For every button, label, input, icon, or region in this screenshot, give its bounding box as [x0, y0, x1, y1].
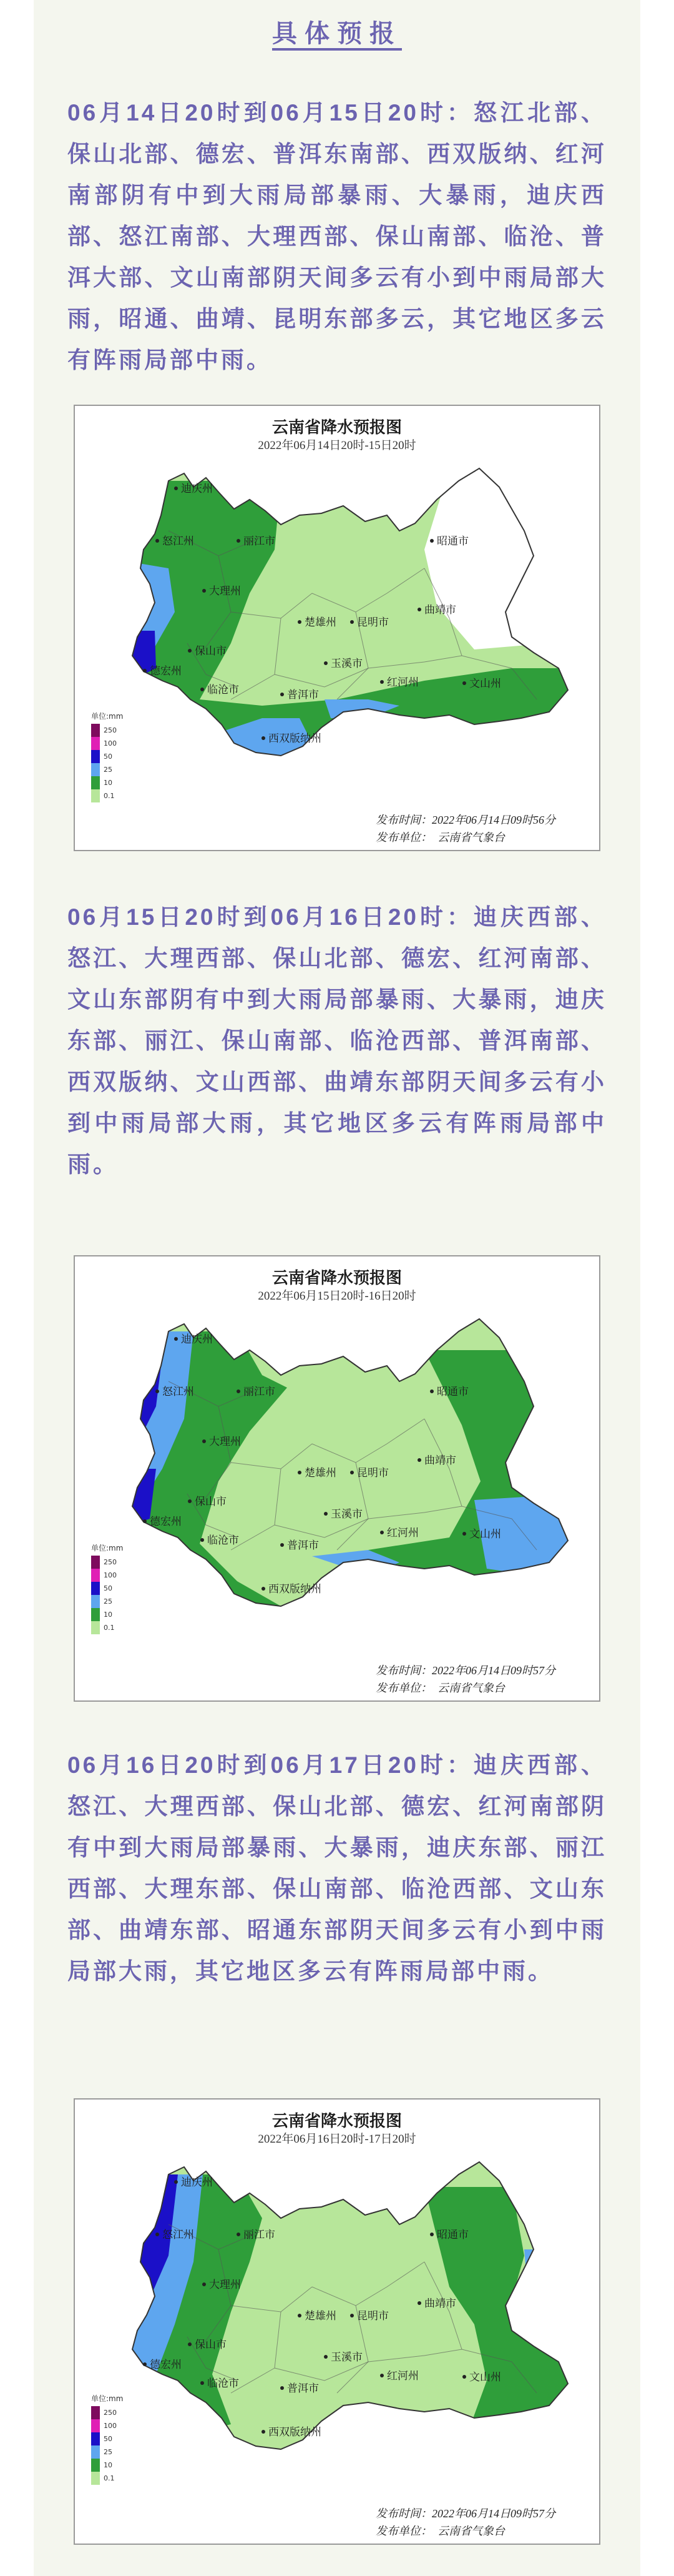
legend-swatch [91, 1595, 100, 1608]
city-marker [380, 1531, 384, 1534]
precip-map-2[interactable] [74, 1255, 600, 1702]
city-marker [462, 1532, 466, 1536]
city-marker [188, 2342, 192, 2346]
city-label: 红河州 [387, 2370, 419, 2382]
issue-time: 发布时间：2022年06月14日09时57分 [376, 1664, 555, 1677]
city-marker [280, 693, 284, 696]
city-label: 怒江州 [162, 535, 194, 548]
forecast-text-3: 06月16日20时到06月17日20时：迪庆西部、怒江、大理西部、保山北部、德宏、红河南部阴有中到大雨局部暴雨、大暴雨，迪庆东部、丽江西部、大理东部、保山南部、临沧西部、文山东部、曲靖东部、昭通东部阴天间多云有小到中雨局部大雨，其它地区多云有阵雨局部中雨。 [67, 1752, 607, 1984]
city-label: 迪庆州 [181, 483, 213, 495]
legend-value: 0.1 [104, 2474, 115, 2482]
section-title: 具体预报 [272, 20, 402, 47]
city-label: 红河州 [387, 1527, 419, 1539]
zone-extreme [142, 1363, 155, 1375]
legend-row [91, 1621, 129, 1634]
map-title: 云南省降水预报图 [271, 1269, 402, 1288]
city-label: 西双版纳州 [268, 1583, 321, 1596]
city-marker [350, 2314, 354, 2317]
city-label: 迪庆州 [181, 2176, 213, 2189]
city-marker [430, 2233, 434, 2236]
city-label: 大理州 [209, 1436, 241, 1448]
city-label: 昭通市 [437, 2229, 469, 2241]
zone-heavy-zhaotong [524, 2249, 549, 2287]
legend-row [91, 1595, 129, 1608]
city-label: 德宏州 [150, 665, 182, 678]
city-label: 曲靖市 [424, 1454, 456, 1467]
city-label: 普洱市 [287, 2382, 319, 2395]
city-marker [188, 1499, 192, 1503]
city-marker [298, 1471, 301, 1474]
city-marker [350, 1471, 354, 1474]
forecast-text-1: 06月14日20时到06月15日20时：怒江北部、保山北部、德宏、普洱东南部、西双版纳、红河南部阴有中到大雨局部暴雨、大暴雨，迪庆西部、怒江南部、大理西部、保山南部、临沧、普洱大部、文山南部阴天间多云有小到中雨局部大雨，昭通、曲靖、昆明东部多云，其它地区多云有阵雨局部中雨。 [67, 100, 607, 373]
city-label: 临沧市 [207, 1534, 239, 1547]
city-label: 大理州 [209, 2279, 241, 2291]
legend-swatch [91, 2459, 100, 2472]
city-marker [202, 1439, 206, 1443]
city-label: 德宏州 [150, 2359, 182, 2371]
legend-value: 100 [104, 2422, 117, 2430]
precip-map-3[interactable] [74, 2098, 600, 2545]
map-subtitle: 2022年06月14日20时-15日20时 [258, 439, 416, 452]
issuer: 发布单位： 云南省气象台 [376, 1682, 505, 1694]
legend-swatch [91, 1556, 100, 1569]
legend-value: 250 [104, 1558, 117, 1566]
legend [91, 711, 129, 802]
city-marker [143, 2362, 147, 2366]
legend [91, 2393, 129, 2485]
city-marker [430, 1389, 434, 1393]
city-label: 曲靖市 [424, 604, 456, 616]
legend-value: 25 [104, 2448, 112, 2456]
city-label: 丽江市 [243, 2229, 275, 2241]
issue-time: 发布时间：2022年06月14日09时57分 [376, 2507, 555, 2520]
legend-swatch [91, 776, 100, 789]
city-label: 玉溪市 [331, 2351, 363, 2364]
city-marker [237, 2233, 240, 2236]
city-marker [174, 1337, 178, 1341]
city-marker [280, 1543, 284, 1547]
city-marker [462, 2375, 466, 2379]
city-label: 保山市 [195, 1496, 227, 1508]
city-label: 丽江市 [243, 1386, 275, 1398]
city-marker [324, 661, 328, 665]
issue-time: 发布时间：2022年06月14日09时56分 [376, 814, 555, 826]
city-marker [261, 2430, 265, 2434]
city-label: 德宏州 [150, 1516, 182, 1528]
city-label: 红河州 [387, 676, 419, 689]
legend-row [91, 2406, 129, 2419]
legend-value: 10 [104, 779, 112, 787]
city-label: 玉溪市 [331, 658, 363, 670]
city-marker [298, 2314, 301, 2317]
map-footer [376, 2505, 555, 2540]
city-marker [261, 1587, 265, 1591]
city-marker [298, 620, 301, 624]
city-label: 临沧市 [207, 684, 239, 696]
map-footer [376, 811, 555, 846]
city-marker [237, 539, 240, 543]
legend-swatch [91, 724, 100, 737]
legend-row [91, 2459, 129, 2472]
city-marker [350, 620, 354, 624]
city-label: 临沧市 [207, 2377, 239, 2390]
legend-row [91, 1556, 129, 1569]
city-label: 西双版纳州 [268, 733, 321, 745]
city-label: 保山市 [195, 2339, 227, 2351]
legend-swatch [91, 763, 100, 776]
city-marker [200, 2381, 204, 2385]
city-marker [280, 2386, 284, 2390]
city-label: 楚雄州 [305, 616, 336, 629]
city-label: 文山州 [469, 2371, 501, 2384]
city-marker [418, 608, 421, 611]
city-label: 文山州 [469, 1528, 501, 1541]
city-label: 昆明市 [357, 616, 389, 629]
legend-value: 25 [104, 1597, 112, 1606]
legend-value: 0.1 [104, 1624, 115, 1632]
legend-swatch [91, 2419, 100, 2432]
yunnan-map [75, 1256, 599, 1700]
legend-swatch [91, 750, 100, 763]
city-marker [188, 649, 192, 653]
map-title: 云南省降水预报图 [271, 418, 402, 437]
city-marker [155, 2233, 159, 2236]
legend-row [91, 2472, 129, 2485]
city-label: 怒江州 [162, 2229, 194, 2241]
yunnan-map [75, 2100, 599, 2544]
legend-row [91, 776, 129, 789]
legend-value: 250 [104, 2409, 117, 2417]
zone-extreme [142, 2206, 155, 2218]
precip-map-1[interactable] [74, 405, 600, 851]
legend-value: 50 [104, 753, 112, 761]
city-marker [324, 1512, 328, 1516]
city-marker [418, 1458, 421, 1462]
legend-swatch [91, 1608, 100, 1621]
legend-value: 100 [104, 739, 117, 748]
issuer: 发布单位： 云南省气象台 [376, 2525, 505, 2537]
legend-swatch [91, 1582, 100, 1595]
legend-value: 50 [104, 2435, 112, 2443]
legend-value: 10 [104, 1611, 112, 1619]
city-label: 迪庆州 [181, 1333, 213, 1346]
city-marker [380, 2374, 384, 2377]
city-marker [200, 1538, 204, 1542]
map-footer [376, 1662, 555, 1697]
legend-swatch [91, 1569, 100, 1582]
city-marker [430, 539, 434, 543]
legend-swatch [91, 2472, 100, 2485]
legend-row [91, 763, 129, 776]
legend-row [91, 724, 129, 737]
legend-row [91, 789, 129, 802]
legend-unit: 单位:mm [91, 1544, 124, 1552]
legend-row [91, 1582, 129, 1595]
legend-row [91, 1608, 129, 1621]
city-label: 怒江州 [162, 1386, 194, 1398]
city-marker [155, 1389, 159, 1393]
legend-swatch [91, 789, 100, 802]
map-subtitle: 2022年06月16日20时-17日20时 [258, 2133, 416, 2146]
city-marker [174, 2180, 178, 2184]
city-marker [174, 486, 178, 490]
legend-swatch [91, 2432, 100, 2445]
city-label: 普洱市 [287, 1539, 319, 1552]
legend-row [91, 737, 129, 750]
legend-row [91, 750, 129, 763]
rain-zones [75, 2100, 599, 2544]
yunnan-map [75, 406, 599, 850]
city-label: 昭通市 [437, 535, 469, 548]
city-label: 昭通市 [437, 1386, 469, 1398]
map-title: 云南省降水预报图 [271, 2112, 402, 2131]
city-label: 楚雄州 [305, 2310, 336, 2322]
rain-zones [75, 406, 599, 850]
legend-swatch [91, 1621, 100, 1634]
city-marker [418, 2301, 421, 2305]
city-label: 丽江市 [243, 535, 275, 548]
city-label: 保山市 [195, 645, 227, 658]
rain-zones [75, 1256, 599, 1700]
city-marker [380, 680, 384, 684]
city-marker [143, 669, 147, 673]
city-label: 普洱市 [287, 689, 319, 701]
legend-swatch [91, 2406, 100, 2419]
city-label: 西双版纳州 [268, 2426, 321, 2439]
city-marker [155, 539, 159, 543]
legend-unit: 单位:mm [91, 712, 124, 721]
legend-value: 50 [104, 1584, 112, 1592]
city-label: 昆明市 [357, 2310, 389, 2322]
legend-value: 0.1 [104, 792, 115, 800]
city-marker [237, 1389, 240, 1393]
legend-unit: 单位:mm [91, 2394, 124, 2403]
legend-row [91, 2432, 129, 2445]
legend-row [91, 1569, 129, 1582]
legend-value: 25 [104, 766, 112, 774]
forecast-text-2: 06月15日20时到06月16日20时：迪庆西部、怒江、大理西部、保山北部、德宏、红河南部、文山东部阴有中到大雨局部暴雨、大暴雨，迪庆东部、丽江、保山南部、临沧西部、普洱南部、西双版纳、文山西部、曲靖东部阴天间多云有小到中雨局部大雨，其它地区多云有阵雨局部中雨。 [67, 904, 607, 1177]
legend-value: 100 [104, 1571, 117, 1579]
city-marker [261, 736, 265, 740]
city-label: 文山州 [469, 678, 501, 690]
city-marker [324, 2355, 328, 2359]
legend-row [91, 2445, 129, 2459]
city-label: 楚雄州 [305, 1467, 336, 1479]
legend-row [91, 2419, 129, 2432]
legend [91, 1542, 129, 1634]
legend-value: 10 [104, 2461, 112, 2469]
city-marker [202, 2282, 206, 2286]
city-label: 玉溪市 [331, 1508, 363, 1521]
zone-extreme [142, 512, 155, 525]
city-marker [143, 1519, 147, 1523]
issuer: 发布单位： 云南省气象台 [376, 831, 505, 844]
city-marker [200, 688, 204, 691]
city-label: 曲靖市 [424, 2297, 456, 2310]
city-label: 昆明市 [357, 1467, 389, 1479]
legend-swatch [91, 737, 100, 750]
map-subtitle: 2022年06月15日20时-16日20时 [258, 1290, 416, 1303]
city-label: 大理州 [209, 585, 241, 598]
legend-value: 250 [104, 726, 117, 734]
city-marker [202, 589, 206, 593]
legend-swatch [91, 2445, 100, 2459]
city-marker [462, 681, 466, 685]
